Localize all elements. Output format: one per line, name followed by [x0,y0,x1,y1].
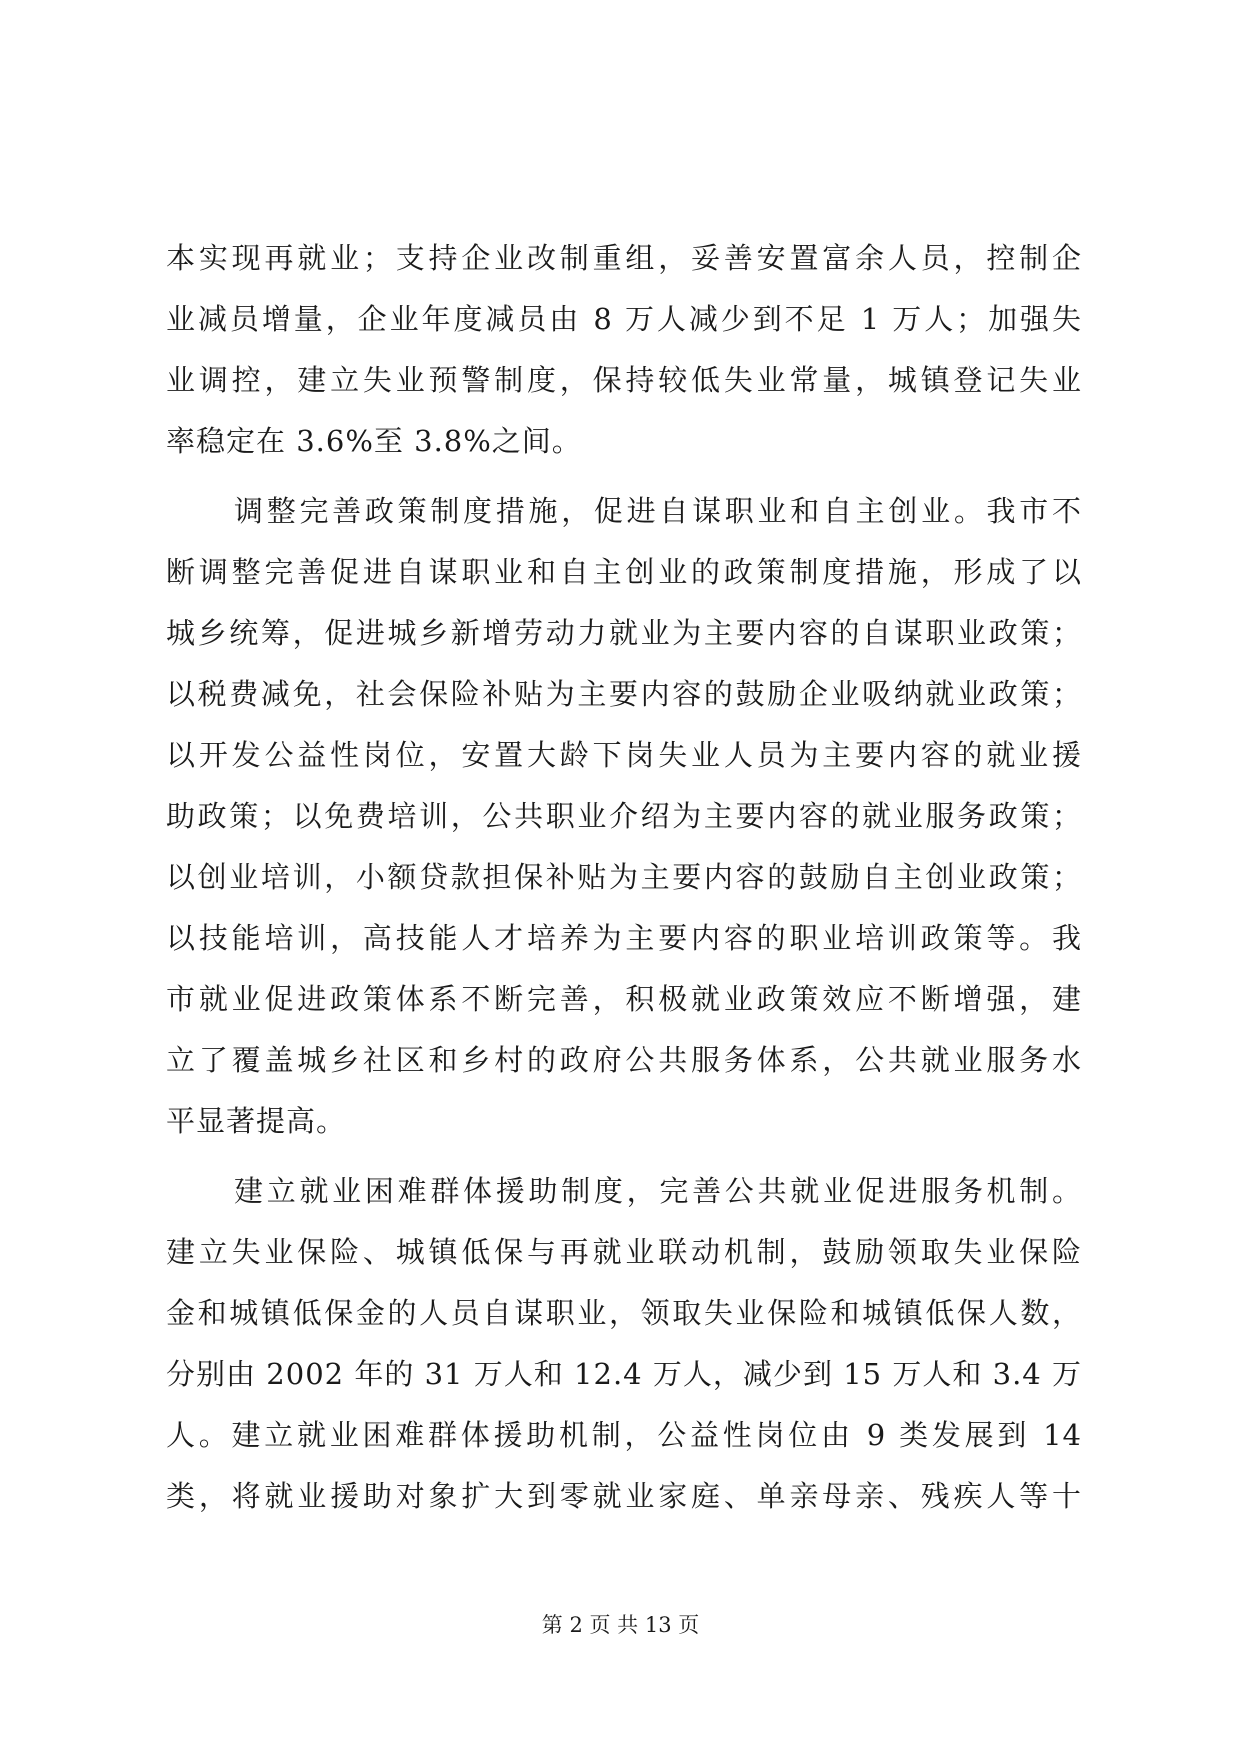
text-line: 业调控，建立失业预警制度，保持较低失业常量，城镇登记失业 [166,363,1082,397]
text-line: 平显著提高。 [166,1104,347,1138]
text-line: 建立就业困难群体援助制度，完善公共就业促进服务机制。 [234,1174,1082,1208]
body-text [166,228,1082,1527]
text-line: 市就业促进政策体系不断完善，积极就业政策效应不断增强，建 [166,982,1082,1016]
text-line: 断调整完善促进自谋职业和自主创业的政策制度措施，形成了以 [166,555,1082,589]
text-line: 以税费减免，社会保险补贴为主要内容的鼓励企业吸纳就业政策； [166,677,1082,711]
paragraph [166,228,1082,472]
text-line: 城乡统筹，促进城乡新增劳动力就业为主要内容的自谋职业政策； [166,616,1082,650]
text-line: 以开发公益性岗位，安置大龄下岗失业人员为主要内容的就业援 [166,738,1082,772]
text-line: 以创业培训，小额贷款担保补贴为主要内容的鼓励自主创业政策； [166,860,1082,894]
text-line: 分别由 2002 年的 31 万人和 12.4 万人，减少到 15 万人和 3.4 万 [166,1357,1082,1391]
text-line: 本实现再就业；支持企业改制重组，妥善安置富余人员，控制企 [166,241,1082,275]
text-line: 业减员增量，企业年度减员由 8 万人减少到不足 1 万人；加强失 [166,302,1082,336]
paragraph [166,481,1082,1152]
paragraph [166,1161,1082,1527]
text-line: 率稳定在 3.6%至 3.8%之间。 [166,424,582,458]
text-line: 调整完善政策制度措施，促进自谋职业和自主创业。我市不 [234,494,1082,528]
text-line: 建立失业保险、城镇低保与再就业联动机制，鼓励领取失业保险 [166,1235,1082,1269]
text-line: 以技能培训，高技能人才培养为主要内容的职业培训政策等。我 [166,921,1082,955]
text-line: 金和城镇低保金的人员自谋职业，领取失业保险和城镇低保人数， [166,1296,1082,1330]
page-number-footer: 第 2 页 共 13 页 [541,1613,700,1637]
text-line: 助政策；以免费培训，公共职业介绍为主要内容的就业服务政策； [166,799,1082,833]
text-line: 类，将就业援助对象扩大到零就业家庭、单亲母亲、残疾人等十 [166,1479,1082,1513]
text-line: 人。建立就业困难群体援助机制，公益性岗位由 9 类发展到 14 [166,1418,1082,1452]
text-line: 立了覆盖城乡社区和乡村的政府公共服务体系，公共就业服务水 [166,1043,1082,1077]
